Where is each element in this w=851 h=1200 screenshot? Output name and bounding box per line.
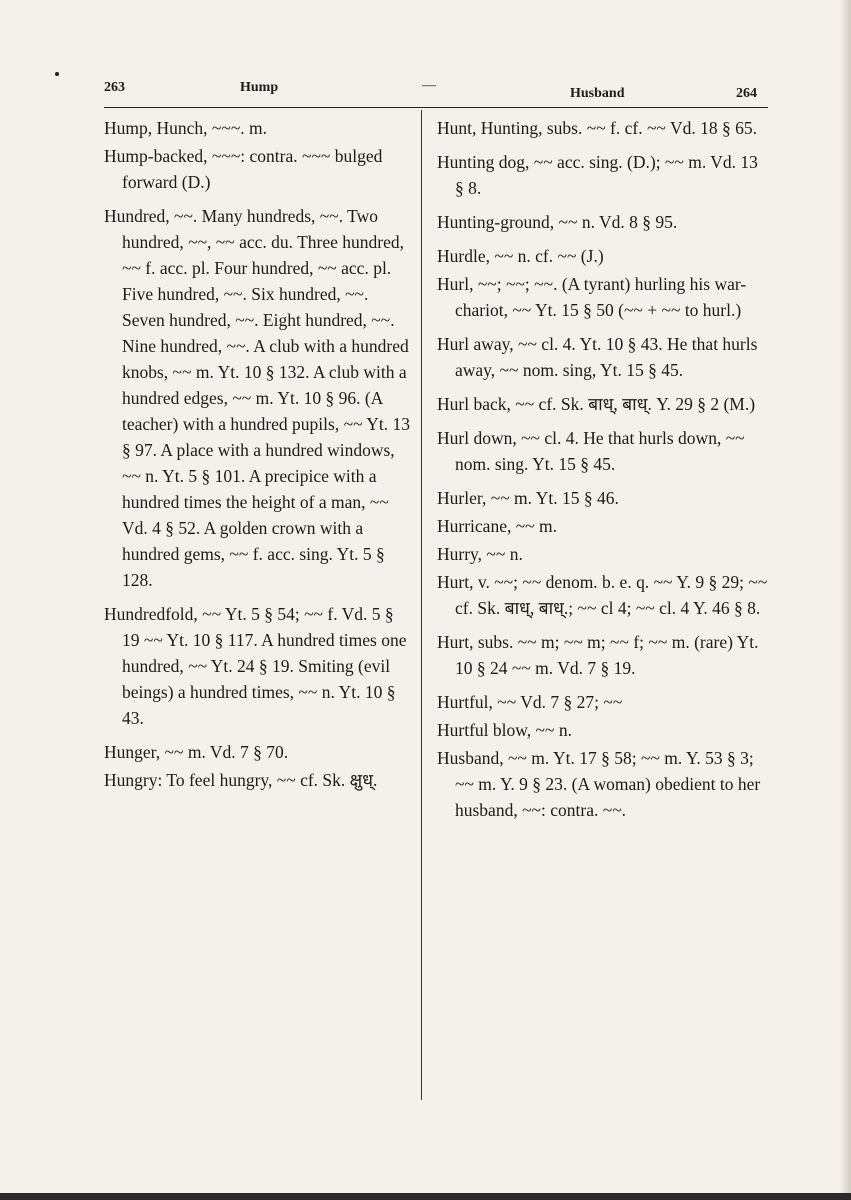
dictionary-entry: Hunger, ~~ m. Vd. 7 § 70. — [104, 742, 289, 762]
page-edge-shadow — [840, 0, 851, 1200]
left-page-number: 263 — [104, 80, 125, 95]
dictionary-entry: Husband, ~~ m. Yt. 17 § 58; ~~ m. Y. 53 § 3; ~~ m. Y. 9 § 23. (A woman) obedient to her husband, ~~: contra. ~~. — [437, 748, 761, 820]
dictionary-entry: Hundred, ~~. Many hundreds, ~~. Two hundred, ~~, ~~ acc. du. Three hundred, ~~ f. acc. pl. Four hundred, ~~ acc. pl. Five hundred, ~~. Six hundred, ~~. Seven hundred, ~~. Eight hundred, ~~. Nine hundred, ~~. A club with a hundred knobs, ~~ m. Yt. 10 § 132. A club with a hundred edges, ~~ m. Yt. 10 § 96. (A teacher) with a hundred pupils, ~~ Yt. 13 § 97. A place with a hundred windows, ~~ n. Yt. 5 § 101. A precipice with a hundred times the height of a man, ~~ Vd. 4 § 52. A golden crown with a hundred gems, ~~ f. acc. sing. Yt. 5 § 128. — [104, 206, 411, 590]
page-bottom-edge — [0, 1193, 851, 1200]
dictionary-entry: Hurtful, ~~ Vd. 7 § 27; ~~ — [437, 692, 623, 712]
dictionary-entry: Hunt, Hunting, subs. ~~ f. cf. ~~ Vd. 18 § 65. — [437, 118, 757, 138]
dictionary-entry: Hurl down, ~~ cl. 4. He that hurls down, ~~ nom. sing. Yt. 15 § 45. — [437, 428, 745, 474]
dictionary-entry: Hurricane, ~~ m. — [437, 516, 558, 536]
dictionary-entry: Hunting-ground, ~~ n. Vd. 8 § 95. — [437, 212, 678, 232]
page-header — [104, 78, 764, 106]
dictionary-entry: Hurt, subs. ~~ m; ~~ m; ~~ f; ~~ m. (rare) Yt. 10 § 24 ~~ m. Vd. 7 § 19. — [437, 632, 759, 678]
dictionary-entry: Hurl away, ~~ cl. 4. Yt. 10 § 43. He that hurls away, ~~ nom. sing, Yt. 15 § 45. — [437, 334, 758, 380]
dictionary-entry: Hurler, ~~ m. Yt. 15 § 46. — [437, 488, 619, 508]
dictionary-entry: Hump, Hunch, ~~~. m. — [104, 118, 268, 138]
dictionary-entry: Hurtful blow, ~~ n. — [437, 720, 572, 740]
right-page-number: 264 — [736, 86, 757, 101]
dictionary-entry: Hunting dog, ~~ acc. sing. (D.); ~~ m. Vd. 13 § 8. — [437, 152, 758, 198]
dictionary-entry: Hump-backed, ~~~: contra. ~~~ bulged forward (D.) — [104, 146, 383, 192]
right-running-title: Husband — [570, 86, 625, 101]
dictionary-entry: Hurdle, ~~ n. cf. ~~ (J.) — [437, 246, 604, 266]
left-running-title: Hump — [240, 80, 279, 95]
header-separator: — — [422, 78, 436, 93]
left-column — [104, 115, 410, 801]
dictionary-entry: Hundredfold, ~~ Yt. 5 § 54; ~~ f. Vd. 5 § 19 ~~ Yt. 10 § 117. A hundred times one hundred, ~~ Yt. 24 § 19. Smiting (evil beings) a hundred times, ~~ n. Yt. 10 § 43. — [104, 604, 407, 728]
dictionary-entry: Hungry: To feel hungry, ~~ cf. Sk. क्षुध्. — [104, 770, 378, 790]
dictionary-entry: Hurl, ~~; ~~; ~~. (A tyrant) hurling his war-chariot, ~~ Yt. 15 § 50 (~~ + ~~ to hurl.) — [437, 274, 747, 320]
right-column — [437, 115, 768, 831]
column-divider — [421, 110, 422, 1100]
header-rule — [104, 107, 768, 108]
dictionary-entry: Hurl back, ~~ cf. Sk. बाध्, बाध्. Y. 29 § 2 (M.) — [437, 394, 756, 414]
dictionary-entry: Hurry, ~~ n. — [437, 544, 523, 564]
ink-dot — [55, 72, 59, 76]
dictionary-entry: Hurt, v. ~~; ~~ denom. b. e. q. ~~ Y. 9 § 29; ~~ cf. Sk. बाध्, बाध्.; ~~ cl 4; ~~ cl. 4 Y. 46 § 8. — [437, 572, 768, 618]
